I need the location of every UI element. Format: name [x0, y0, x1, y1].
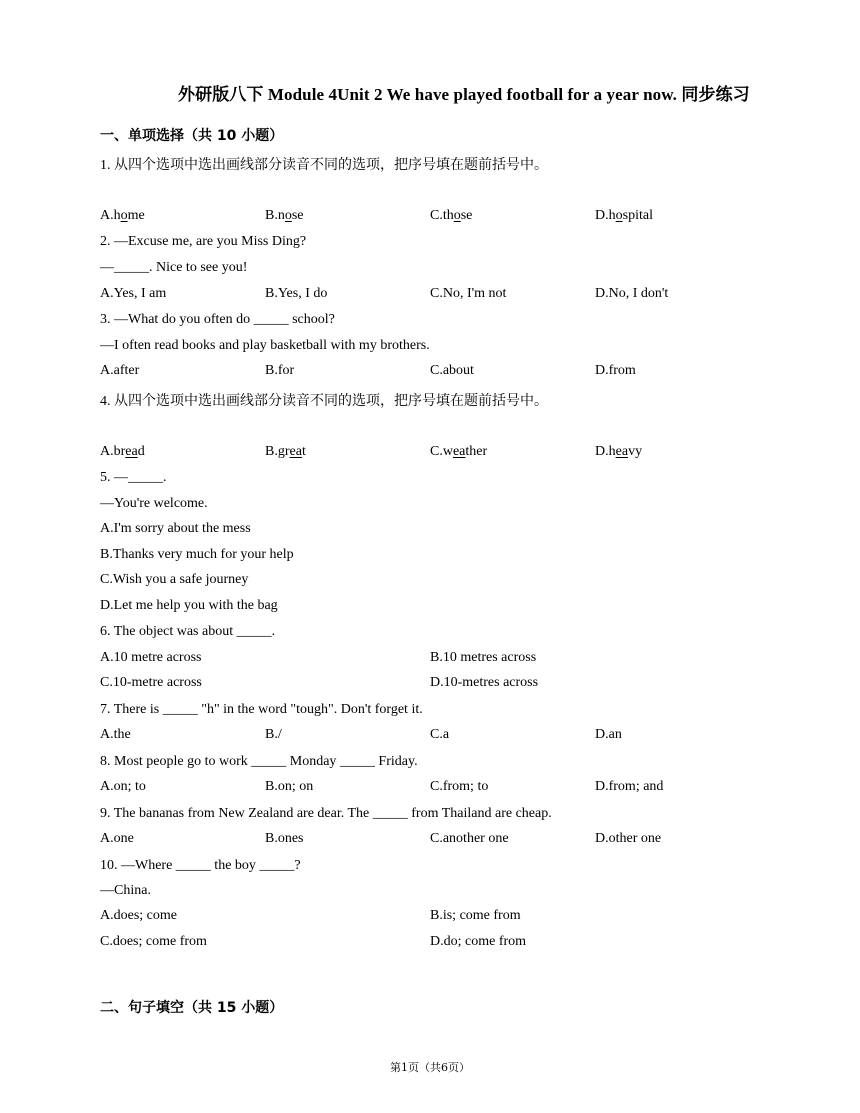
question-2-stem-reply: —_____. Nice to see you! [100, 260, 248, 275]
question-4-option-c: C.weather [430, 444, 488, 459]
question-2-option-a: A.Yes, I am [100, 286, 167, 301]
section-heading-sentence-fill: 二、句子填空（共 15 小题） [100, 1000, 284, 1016]
question-5-option-d: D.Let me help you with the bag [100, 598, 278, 613]
question-2-stem: 2. —Excuse me, are you Miss Ding? [100, 234, 307, 249]
question-1-option-b: B.nose [265, 208, 304, 223]
question-3-option-b: B.for [265, 363, 295, 378]
question-10-option-a: A.does; come [100, 908, 177, 923]
question-6-option-b: B.10 metres across [430, 650, 537, 665]
question-1-option-c: C.those [430, 208, 473, 223]
question-2-option-b: B.Yes, I do [265, 286, 328, 301]
section-heading-single-choice: 一、单项选择（共 10 小题） [100, 128, 284, 144]
question-4-option-d: D.heavy [595, 444, 643, 459]
question-3-option-a: A.after [100, 363, 140, 378]
question-10-stem: 10. —Where _____ the boy _____? [100, 858, 301, 873]
question-7-option-d: D.an [595, 727, 622, 742]
question-3-stem-reply: —I often read books and play basketball with my brothers. [100, 338, 430, 353]
question-9-stem: 9. The bananas from New Zealand are dear. The _____ from Thailand are cheap. [100, 806, 552, 821]
question-9-option-a: A.one [100, 831, 134, 846]
question-7-option-c: C.a [430, 727, 450, 742]
question-8-stem: 8. Most people go to work _____ Monday _____ Friday. [100, 754, 418, 769]
question-2-option-c: C.No, I'm not [430, 286, 507, 301]
question-8-option-a: A.on; to [100, 779, 146, 794]
question-4-option-b: B.great [265, 444, 306, 459]
question-2-option-d: D.No, I don't [595, 286, 669, 301]
question-9-option-c: C.another one [430, 831, 509, 846]
question-5-option-b: B.Thanks very much for your help [100, 547, 294, 562]
question-5-option-c: C.Wish you a safe journey [100, 572, 249, 587]
question-7-option-b: B./ [265, 727, 282, 742]
question-8-option-b: B.on; on [265, 779, 314, 794]
question-6-stem: 6. The object was about _____. [100, 624, 276, 639]
question-9-option-b: B.ones [265, 831, 304, 846]
question-5-stem: 5. —_____. [100, 470, 167, 485]
question-6-option-a: A.10 metre across [100, 650, 202, 665]
question-1-option-a: A.home [100, 208, 145, 223]
question-10-stem-reply: —China. [100, 883, 151, 898]
question-4-option-a: A.bread [100, 444, 145, 459]
question-8-option-d: D.from; and [595, 779, 664, 794]
question-9-option-d: D.other one [595, 831, 662, 846]
question-3-option-c: C.about [430, 363, 474, 378]
question-6-option-c: C.10-metre across [100, 675, 202, 690]
question-7-option-a: A.the [100, 727, 131, 742]
page-title: 外研版八下 Module 4Unit 2 We have played football for a year now. 同步练习 [178, 85, 750, 104]
question-4-stem: 4. 从四个选项中选出画线部分读音不同的选项，把序号填在题前括号中。 [100, 394, 548, 409]
question-10-option-d: D.do; come from [430, 934, 527, 949]
question-3-option-d: D.from [595, 363, 636, 378]
question-1-option-d: D.hospital [595, 208, 653, 223]
question-7-stem: 7. There is _____ "h" in the word "tough". Don't forget it. [100, 702, 423, 717]
question-1-stem: 1. 从四个选项中选出画线部分读音不同的选项，把序号填在题前括号中。 [100, 158, 548, 173]
question-6-option-d: D.10-metres across [430, 675, 539, 690]
question-5-option-a: A.I'm sorry about the mess [100, 521, 251, 536]
page-footer: 第1页（共6页） [390, 1061, 470, 1074]
question-10-option-c: C.does; come from [100, 934, 207, 949]
question-3-stem: 3. —What do you often do _____ school? [100, 312, 335, 327]
question-5-stem-reply: —You're welcome. [100, 496, 208, 511]
question-8-option-c: C.from; to [430, 779, 489, 794]
question-10-option-b: B.is; come from [430, 908, 521, 923]
